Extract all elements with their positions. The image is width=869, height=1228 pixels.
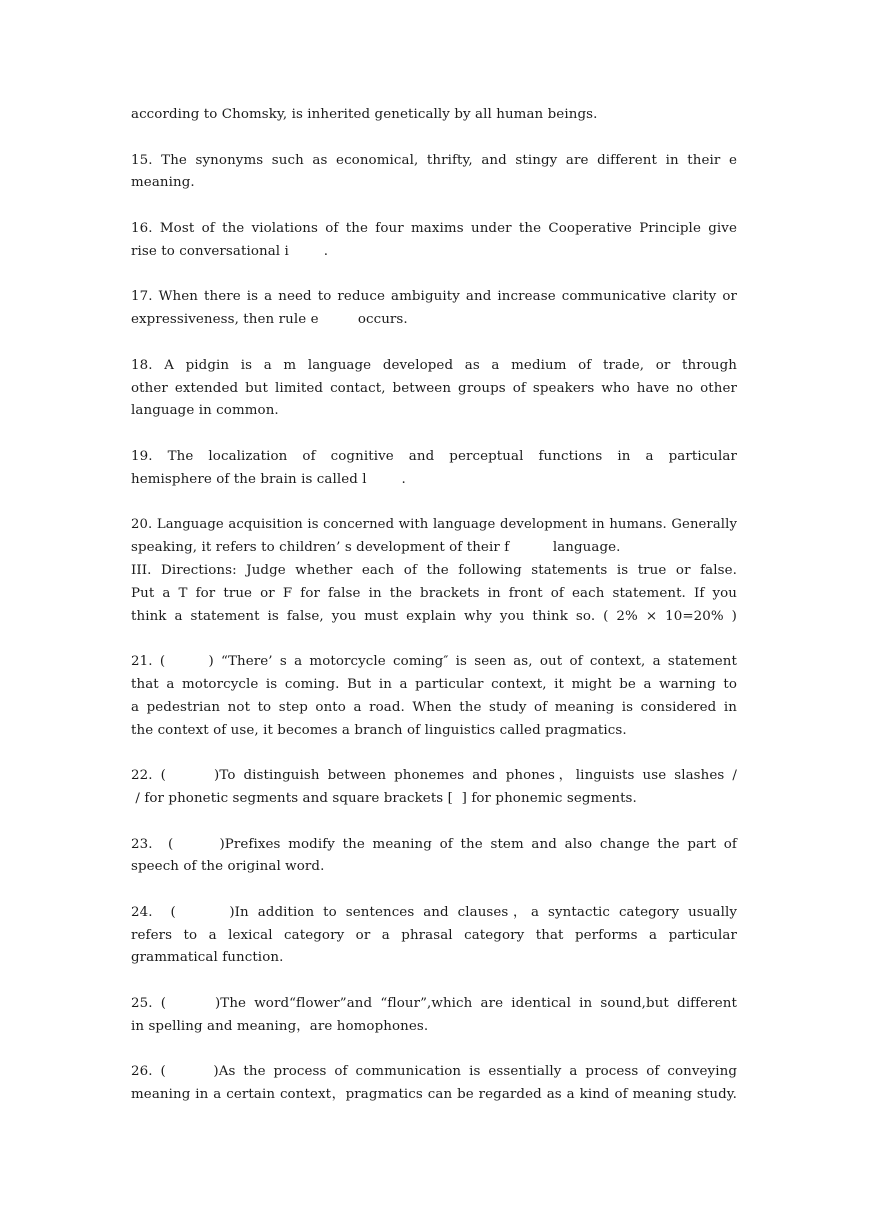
text-line: according to Chomsky, is inherited genetically by all human beings.	[131, 107, 598, 122]
text-line: 19. The localization of cognitive and perceptual functions in a particular	[131, 448, 737, 464]
text-line: meaning.	[131, 175, 195, 191]
text-line: speaking, it refers to children’ s development of their f language.	[131, 540, 621, 556]
text-line: grammatical function.	[131, 950, 284, 966]
text-line: that a motorcycle is coming. But in a particular context, it might be a warning to	[131, 676, 737, 692]
text-line: 17. When there is a need to reduce ambiguity and increase communicative clarity or	[131, 289, 737, 305]
question-17	[131, 286, 737, 332]
text-line: the context of use, it becomes a branch of linguistics called pragmatics.	[131, 722, 627, 738]
section-directions-line: think a statement is false, you must explain why you think so. ( 2% × 10=20% )	[131, 608, 737, 624]
text-line: 26. ( )As the process of communication is essentially a process of conveying	[131, 1064, 737, 1080]
text-line: 24. ( )In addition to sentences and clauses，a syntactic category usually	[131, 904, 737, 920]
text-line: meaning in a certain context，pragmatics can be regarded as a kind of meaning study.	[131, 1087, 737, 1103]
question-25	[131, 993, 737, 1039]
text-line: a pedestrian not to step onto a road. When the study of meaning is considered in	[131, 699, 737, 715]
text-line: 18. A pidgin is a m language developed as a medium of trade, or through	[131, 357, 737, 373]
text-line: other extended but limited contact, between groups of speakers who have no other	[131, 380, 737, 396]
text-line: 20. Language acquisition is concerned with language development in humans. Generally	[131, 517, 737, 533]
text-line: rise to conversational i .	[131, 243, 329, 259]
question-20-and-section-iii-directions	[131, 514, 737, 628]
question-26	[131, 1061, 737, 1107]
text-line: 21. ( ) “There’ s a motorcycle coming″ is seen as, out of context, a statement	[131, 654, 737, 670]
text-line: refers to a lexical category or a phrasal category that performs a particular	[131, 927, 737, 943]
text-line: / for phonetic segments and square brackets [ ] for phonemic segments.	[131, 790, 637, 806]
paragraph-14-continuation	[131, 104, 737, 127]
section-directions-line: III. Directions: Judge whether each of the following statements is true or false.	[131, 562, 737, 578]
text-line: 23. ( )Prefixes modify the meaning of the stem and also change the part of	[131, 836, 737, 852]
text-line: hemisphere of the brain is called l .	[131, 471, 406, 487]
question-24	[131, 902, 737, 970]
section-directions-line: Put a T for true or F for false in the brackets in front of each statement. If you	[131, 585, 737, 601]
text-line: 22. ( )To distinguish between phonemes and phones，linguists use slashes /	[131, 768, 737, 784]
text-line: 25. ( )The word“flower”and “flour”,which are identical in sound,but different	[131, 996, 737, 1012]
question-16	[131, 218, 737, 264]
question-15	[131, 150, 737, 196]
question-18	[131, 355, 737, 423]
question-23	[131, 834, 737, 880]
document-page	[131, 104, 737, 1130]
question-21	[131, 651, 737, 742]
text-line: language in common.	[131, 403, 279, 419]
text-line: in spelling and meaning，are homophones.	[131, 1018, 429, 1034]
text-line: 15. The synonyms such as economical, thrifty, and stingy are different in their e	[131, 152, 737, 168]
question-22	[131, 765, 737, 811]
text-line: 16. Most of the violations of the four maxims under the Cooperative Principle give	[131, 220, 737, 236]
text-line: expressiveness, then rule e occurs.	[131, 312, 408, 328]
question-19	[131, 446, 737, 492]
text-line: speech of the original word.	[131, 859, 325, 875]
